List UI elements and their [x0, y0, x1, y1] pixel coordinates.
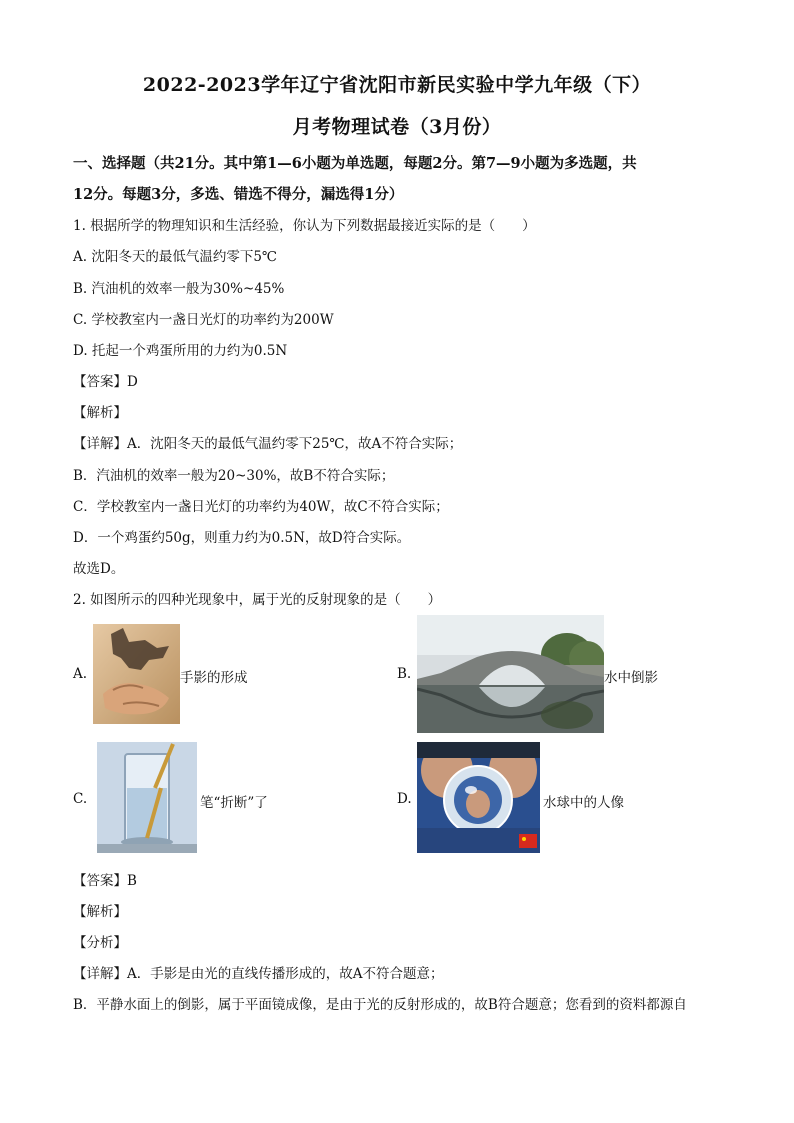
hand-shadow-image — [93, 624, 180, 724]
q2-option-b-letter: B. — [397, 666, 412, 682]
q1-option-c: C. 学校教室内一盏日光灯的功率约为200W — [73, 312, 334, 328]
q1-option-d: D. 托起一个鸡蛋所用的力约为0.5N — [73, 343, 288, 359]
q1-conclusion: 故选D。 — [73, 561, 125, 577]
q2-option-a-letter: A. — [73, 666, 88, 682]
exam-title-line1: 2022-2023学年辽宁省沈阳市新民实验中学九年级（下） — [142, 74, 652, 96]
q1-analysis-label: 【解析】 — [73, 405, 127, 421]
q1-detail-d: D．一个鸡蛋约50g，则重力约为0.5N，故D符合实际。 — [73, 530, 411, 546]
q1-option-b: B. 汽油机的效率一般为30%~45% — [73, 281, 285, 297]
q1-answer: 【答案】D — [73, 374, 138, 390]
q2-option-b-caption: 水中倒影 — [604, 670, 658, 686]
bridge-reflection-image — [417, 615, 604, 733]
q2-fenxi-label: 【分析】 — [73, 935, 127, 951]
q2-answer: 【答案】B — [73, 873, 137, 889]
section-heading-line1: 一、选择题（共21分。其中第1—6小题为单选题，每题2分。第7—9小题为多选题，共 — [73, 155, 637, 172]
q1-detail-a: 【详解】A．沈阳冬天的最低气温约零下25℃，故A不符合实际； — [73, 436, 463, 452]
q1-option-a: A. 沈阳冬天的最低气温约零下5℃ — [73, 249, 278, 265]
q2-analysis-label: 【解析】 — [73, 904, 127, 920]
q2-option-d-letter: D. — [397, 791, 412, 807]
section-heading-line2: 12分。每题3分，多选、错选不得分，漏选得1分） — [73, 186, 404, 203]
pencil-in-glass-image — [97, 742, 197, 853]
q1-detail-c: C．学校教室内一盏日光灯的功率约为40W，故C不符合实际； — [73, 499, 449, 515]
q1-detail-b: B．汽油机的效率一般为20~30%，故B不符合实际； — [73, 468, 395, 484]
q2-stem: 2. 如图所示的四种光现象中，属于光的反射现象的是（ ） — [73, 592, 442, 608]
q2-option-c-letter: C. — [73, 791, 88, 807]
q2-option-c-caption: 笔“折断”了 — [200, 795, 268, 811]
exam-title-line2: 月考物理试卷（3月份） — [292, 116, 502, 138]
q2-detail-b: B．平静水面上的倒影，属于平面镜成像，是由于光的反射形成的，故B符合题意；您看到的资料都源自 — [73, 997, 687, 1013]
q2-option-a-caption: 手影的形成 — [180, 670, 248, 686]
q2-option-d-caption: 水球中的人像 — [543, 795, 624, 811]
water-ball-image — [417, 742, 540, 853]
q2-detail-a: 【详解】A．手影是由光的直线传播形成的，故A不符合题意； — [73, 966, 444, 982]
q1-stem: 1. 根据所学的物理知识和生活经验，你认为下列数据最接近实际的是（ ） — [73, 218, 536, 234]
